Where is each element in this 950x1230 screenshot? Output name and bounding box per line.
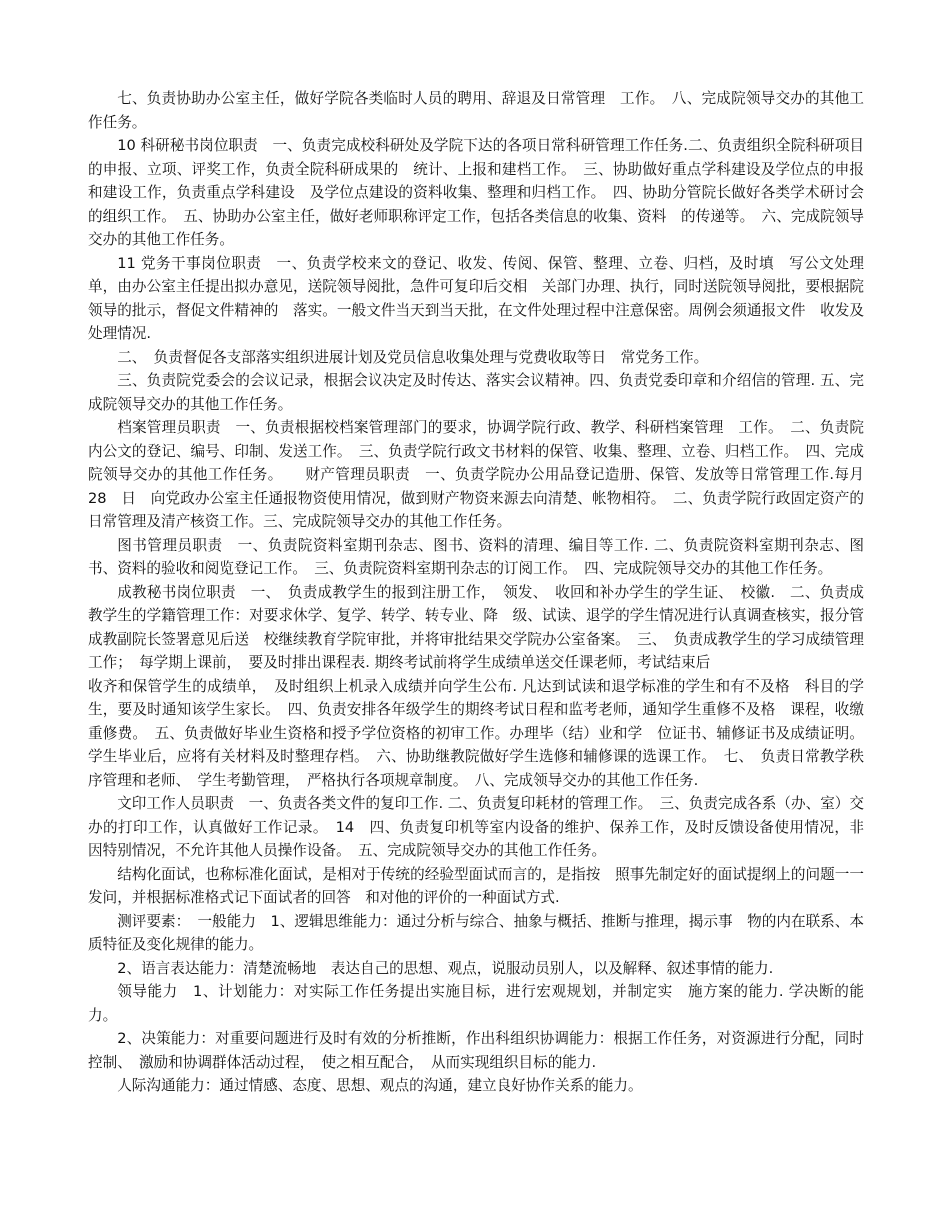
paragraph-party-affairs-officer: 11 党务干事岗位职责 一、负责学校来文的登记、收发、传阅、保管、整理、立卷、归档，及时填 写公文处理单，由办公室主任提出拟办意见，送院领导阅批，急件可复印后交相 关部门办理、执行，同时送院领导阅批，要根据院领导的批示，督促文件精神的 落实。一般文件当天到当天批，在文件处理过程中注意保密。周例会须通报文件 收发及处理情况. [88, 254, 864, 342]
paragraph-research-secretary: 10 科研秘书岗位职责 一、负责完成校科研处及学院下达的各项日常科研管理工作任务.二、负责组织全院科研项目的申报、立项、评奖工作，负责全院科研成果的 统计、上报和建档工作。 三、协助做好重点学科建设及学位点的申报和建设工作，负责重点学科建设 及学位点建设的资料收集、整理和归档工作。 四、协助分管院长做好各类学术研讨会的组织工作。 五、协助办公室主任，做好老师职称评定工作，包括各类信息的收集、资料 的传递等。 六、完成院领导交办的其他工作任务。 [88, 137, 864, 248]
paragraph-structured-interview: 结构化面试，也称标准化面试，是相对于传统的经验型面试而言的，是指按 照事先制定好的面试提纲上的问题一一发问，并根据标准格式记下面试者的回答 和对他的评价的一种面试方式. [88, 865, 864, 906]
paragraph-decision-making: 2、决策能力：对重要问题进行及时有效的分析推断，作出科组织协调能力：根据工作任务，对资源进行分配，同时控制、 激励和协调群体活动过程， 使之相互配合， 从而实现组织目标的能力. [88, 1030, 864, 1071]
paragraph-party-branch-duties: 二、 负责督促各支部落实组织进展计划及党员信息收集处理与党费收取等日 常党务工作。 [117, 348, 709, 366]
paragraph-leadership-planning: 领导能力 1、计划能力：对实际工作任务提出实施目标，进行宏观规划，并制定实 施方案的能力. 学决断的能力。 [88, 983, 864, 1024]
paragraph-adult-education-secretary: 成教秘书岗位职责 一、 负责成教学生的报到注册工作， 领发、 收回和补办学生的学生证、 校徽. 二、负责成教学生的学籍管理工作：对要求休学、复学、转学、转专业、降 级、试读、退学的学生情况进行认真调查核实，报分管成教副院长签署意见后送 校继续教育学院审批，并将审批结果交学院办公室备案。 三、 负责成教学生的学习成绩管理工作； 每学期上课前， 要及时排出课程表. 期终考试前将学生成绩单送交任课老师，考试结束后 [88, 583, 864, 671]
paragraph-temp-staff-duties: 七、负责协助办公室主任，做好学院各类临时人员的聘用、辞退及日常管理 工作。 八、完成院领导交办的其他工作任务。 [88, 90, 864, 131]
paragraph-librarian: 图书管理员职责 一、负责院资料室期刊杂志、图书、资料的清理、编目等工作. 二、负责院资料室期刊杂志、图书、资料的验收和阅览登记工作。 三、负责院资料室期刊杂志的订阅工作。 四、完成院领导交办的其他工作任务。 [88, 536, 864, 577]
paragraph-archivist-property-manager: 档案管理员职责 一、负责根据校档案管理部门的要求，协调学院行政、教学、科研档案管理 工作。 二、负责院内公文的登记、编号、印制、发送工作。 三、负责学院行政文书材料的保管、收集、整理、立卷、归档工作。 四、完成院领导交办的其他工作任务。 财产管理员职责 一、负责学院办公用品登记造册、保管、发放等日常管理工作.每月 28 日 向党政办公室主任通报物资使用情况，做到财产物资来源去向清楚、帐物相符。 二、负责学院行政固定资产的日常管理及清产核资工作。三、完成院领导交办的其他工作任务。 [88, 419, 879, 530]
paragraph-party-committee-records: 三、负责院党委会的会议记录，根据会议决定及时传达、落实会议精神。四、负责党委印章和介绍信的管理. 五、完成院领导交办的其他工作任务。 [88, 372, 864, 413]
paragraph-printing-staff: 文印工作人员职责 一、负责各类文件的复印工作. 二、负责复印耗材的管理工作。 三、负责完成各系（办、室）交办的打印工作，认真做好工作记录。 14 四、负责复印机等室内设备的维护、保养工作，及时反馈设备使用情况，非 因特别情况，不允许其他人员操作设备。 五、完成院领导交办的其他工作任务。 [88, 795, 879, 859]
paragraph-grades-management: 收齐和保管学生的成绩单， 及时组织上机录入成绩并向学生公布. 凡达到试读和退学标准的学生和有不及格 科目的学生，要及时通知该学生家长。 四、负责安排各年级学生的期终考试日程和监考老师，通知学生重修不及格 课程，收缴重修费。 五、负责做好毕业生资格和授予学位资格的初审工作。办理毕（结）业和学 位证书、辅修证书及成绩证明。学生毕业后，应将有关材料及时整理存档。 六、协助继教院做好学生选修和辅修课的选课工作。 七、 负责日常教学秩序管理和老师、 学生考勤管理， 严格执行各项规章制度。 八、完成领导交办的其他工作任务. [88, 677, 864, 789]
paragraph-language-expression: 2、语言表达能力：清楚流畅地 表达自己的思想、观点，说服动员别人，以及解释、叙述事情的能力. [117, 959, 774, 977]
paragraph-assessment-elements: 测评要素： 一般能力 1、逻辑思维能力：通过分析与综合、抽象与概括、推断与推理，揭示事 物的内在联系、本质特征及变化规律的能力。 [88, 912, 864, 953]
paragraph-interpersonal-communication: 人际沟通能力：通过情感、态度、思想、观点的沟通，建立良好协作关系的能力。 [117, 1077, 643, 1094]
